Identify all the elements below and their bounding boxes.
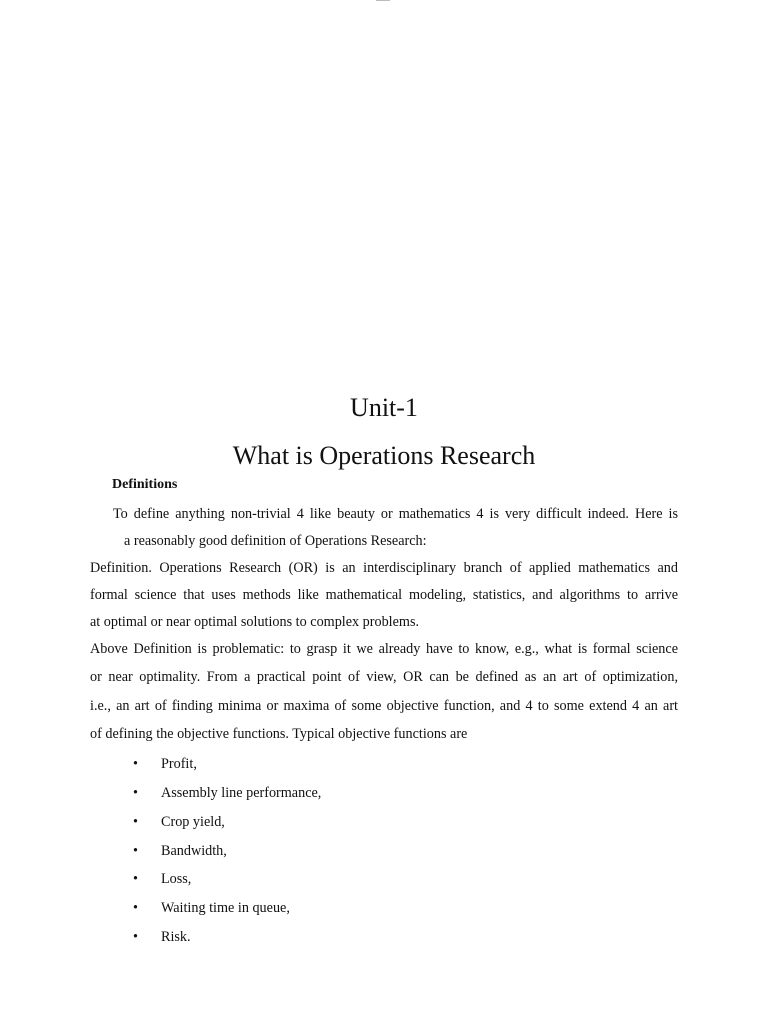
bullet-icon: • — [133, 785, 138, 801]
list-item-text: Waiting time in queue, — [161, 900, 290, 916]
unit-title: Unit-1 — [350, 393, 418, 422]
definition-line: at optimal or near optimal solutions to complex problems. — [90, 614, 420, 630]
bullet-icon: • — [133, 843, 138, 859]
list-item — [133, 899, 290, 917]
bullet-icon: • — [133, 900, 138, 916]
intro-line: a reasonably good definition of Operations Research: — [124, 533, 427, 549]
list-item — [133, 842, 227, 860]
bullet-icon: • — [133, 871, 138, 887]
list-item-text: Bandwidth, — [161, 843, 227, 859]
discussion-line: of defining the objective functions. Typical objective functions are — [90, 726, 468, 742]
list-item — [133, 813, 225, 831]
list-item — [133, 928, 191, 946]
main-title: What is Operations Research — [232, 441, 536, 470]
list-item-text: Crop yield, — [161, 814, 225, 830]
list-item — [133, 870, 191, 888]
list-item-text: Loss, — [161, 871, 192, 887]
section-heading-definitions: Definitions — [112, 477, 178, 492]
discussion-line: or near optimality. From a practical point of view, OR can be defined as an art of optimization, — [90, 669, 678, 685]
list-item-text: Risk. — [161, 929, 191, 945]
discussion-line: i.e., an art of finding minima or maxima of some objective function, and 4 to some extend 4 an art — [90, 698, 678, 714]
page-top-mark — [376, 0, 390, 1]
list-item — [133, 784, 321, 802]
bullet-icon: • — [133, 756, 138, 772]
intro-line: To define anything non-trivial 4 like beauty or mathematics 4 is very difficult indeed. Here is — [113, 506, 678, 522]
list-item-text: Profit, — [161, 756, 197, 772]
bullet-icon: • — [133, 929, 138, 945]
bullet-icon: • — [133, 814, 138, 830]
list-item — [133, 755, 197, 773]
discussion-line: Above Definition is problematic: to grasp it we already have to know, e.g., what is formal science — [90, 641, 678, 657]
definition-line: Definition. Operations Research (OR) is an interdisciplinary branch of applied mathematics and — [90, 560, 678, 576]
definition-line: formal science that uses methods like mathematical modeling, statistics, and algorithms to arrive — [90, 587, 678, 603]
list-item-text: Assembly line performance, — [161, 785, 322, 801]
